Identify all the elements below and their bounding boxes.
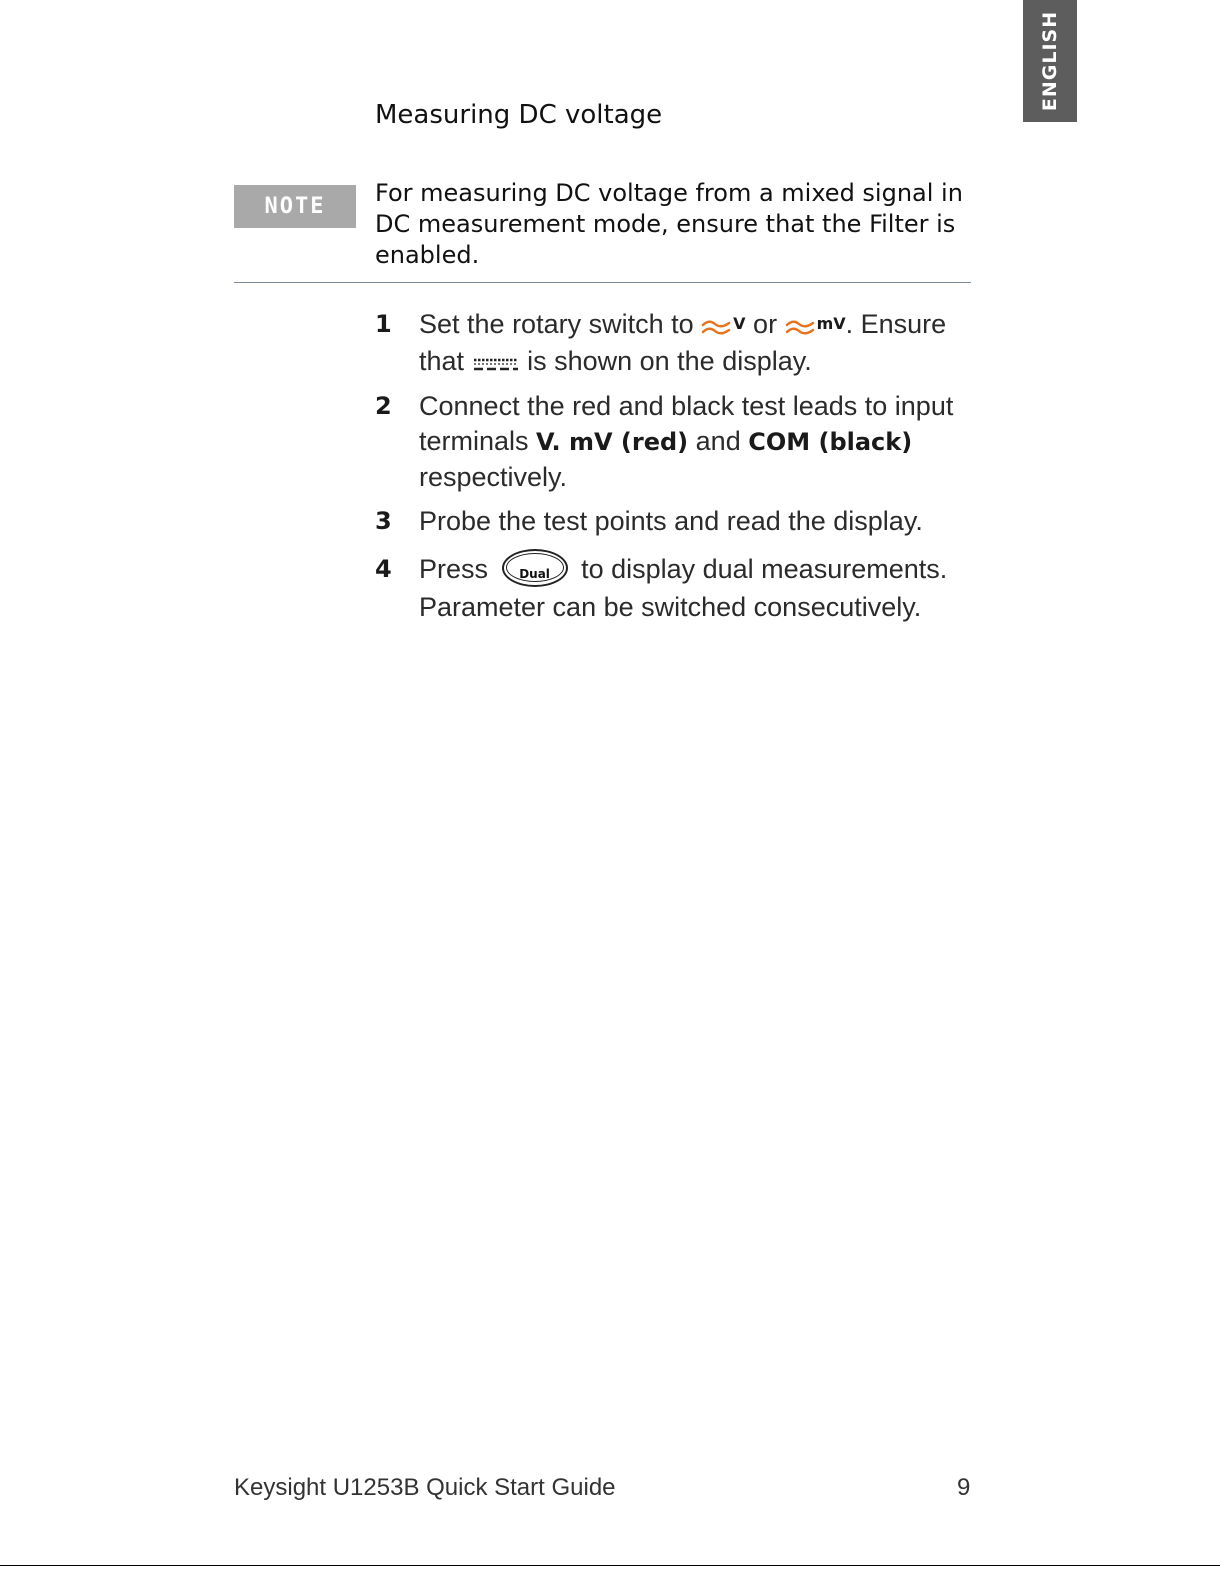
volt-unit-label: V: [733, 314, 746, 334]
language-tab: [1023, 0, 1077, 122]
step-text: and: [688, 426, 749, 457]
note-text: For measuring DC voltage from a mixed signal in DC measurement mode, ensure that the Filter is enabled.: [375, 179, 963, 269]
page-bottom-rule: [0, 1565, 1220, 1566]
step-text: Set the rotary switch to: [419, 309, 694, 339]
step-text: respectively.: [419, 462, 568, 493]
dc-display-indicator-icon: [472, 345, 520, 380]
step-text: is shown on the display.: [527, 346, 812, 377]
step-text: that: [419, 346, 465, 377]
step-item: [375, 504, 975, 539]
terminal-label-vmv: V. mV (red): [536, 428, 689, 457]
dual-key-icon: [502, 549, 568, 587]
step-number: 1: [375, 310, 392, 338]
step-text: Probe the test points and read the display.: [419, 506, 923, 537]
dual-key-label: Dual: [519, 567, 550, 582]
step-text: . Ensure: [845, 309, 947, 339]
step-text: Press: [419, 554, 489, 585]
ac-dc-volt-symbol-icon: [701, 308, 745, 344]
step-item: [375, 307, 975, 380]
ac-dc-millivolt-symbol-icon: [785, 308, 846, 344]
step-text: or: [753, 309, 778, 339]
note-divider: [234, 282, 971, 283]
steps-list: [375, 307, 975, 625]
language-tab-label: ENGLISH: [1039, 10, 1061, 112]
step-text: Connect the red and black test leads to input terminals: [419, 391, 954, 457]
step-number: 2: [375, 392, 392, 421]
step-number: 3: [375, 507, 392, 536]
step-item: [375, 552, 975, 625]
section-title: Measuring DC voltage: [375, 100, 663, 130]
step-text: to display dual measurements. Parameter can be switched consecutively.: [419, 554, 948, 623]
step-number: 4: [375, 555, 392, 584]
millivolt-unit-label: mV: [816, 314, 846, 334]
footer-page-number: 9: [957, 1474, 971, 1501]
step-item: [375, 389, 975, 495]
terminal-label-com: COM (black): [748, 428, 913, 457]
footer-guide-title: Keysight U1253B Quick Start Guide: [234, 1474, 616, 1501]
note-badge: NOTE: [234, 185, 356, 228]
